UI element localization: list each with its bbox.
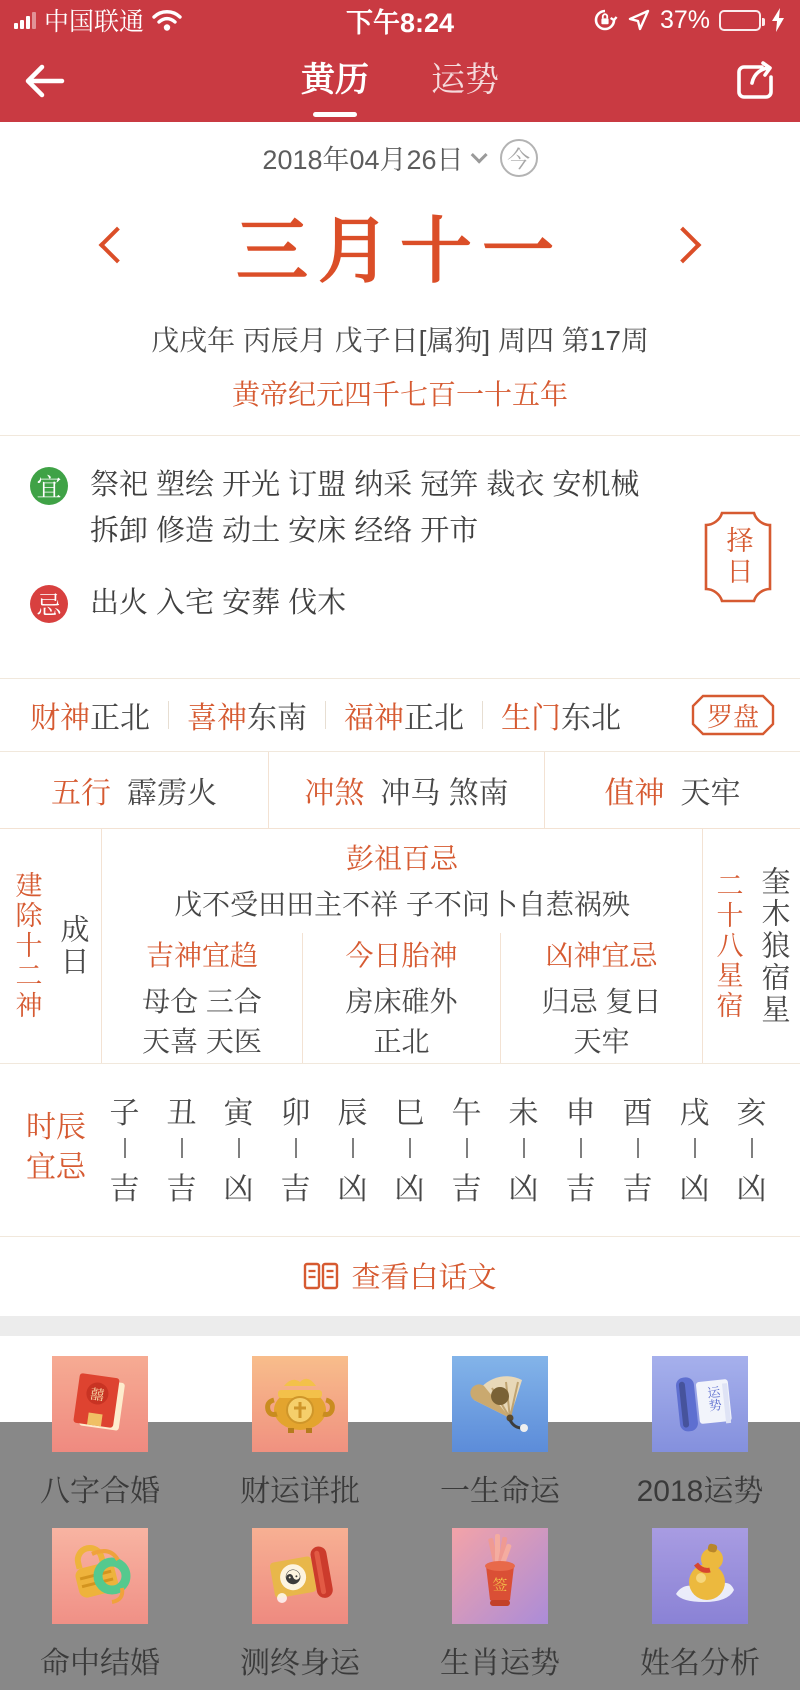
direction-caishen: 财神 正北 [30, 702, 150, 735]
app-grid [0, 1336, 800, 1690]
xingxiu-cell: 二十八星宿 奎木狼宿星 [702, 829, 800, 1063]
ji-list: 出火 入宅 安葬 伐木 [90, 587, 347, 619]
app-tile-xingming-fenxi[interactable] [600, 1528, 800, 1690]
svg-text:☯: ☯ [282, 1565, 305, 1591]
zodiac-fortune-sticks-icon [452, 1528, 548, 1624]
direction-fushen: 福神 正北 [344, 702, 464, 735]
hour-column-si: 巳 凶 [394, 1097, 425, 1206]
hour-column-chou: 丑 吉 [166, 1097, 197, 1206]
direction-shengmen: 生门 东北 [501, 702, 621, 735]
app-tile-mingzhong-jiehun[interactable] [0, 1528, 200, 1690]
xiongshen-cell: 凶神宜忌 归忌 复日 天牢 [500, 933, 702, 1063]
app-label: 生肖运势 [440, 1647, 560, 1680]
zeri-button[interactable]: 择日 [700, 509, 776, 605]
direction-xishen: 喜神 东南 [187, 702, 307, 735]
today-badge[interactable]: 今 [500, 139, 538, 177]
taishen-cell: 今日胎神 房床碓外 正北 [302, 933, 500, 1063]
lifetime-taiji-scroll-icon [252, 1528, 348, 1624]
bazi-marriage-book-icon [52, 1356, 148, 1452]
app-label: 财运详批 [240, 1475, 360, 1508]
carrier-label: 中国联通 [44, 8, 145, 36]
app-label: 2018运势 [636, 1475, 764, 1508]
jianchu-cell: 建除十二神 成日 [11, 871, 89, 1021]
app-label: 命中结婚 [40, 1647, 160, 1680]
divider [168, 701, 169, 729]
hour-column-chen: 辰 凶 [337, 1097, 368, 1206]
tab-yunshi[interactable]: 运势 [431, 60, 499, 99]
hour-column-mao: 卯 吉 [280, 1097, 311, 1206]
hour-column-you: 酉 吉 [622, 1097, 653, 1206]
back-button[interactable] [22, 61, 68, 101]
yi-list: 祭祀 塑绘 开光 订盟 纳采 冠笄 裁衣 安机械 拆卸 修造 动土 安床 经络 开市 [90, 469, 640, 547]
app-tile-2018-yunshi[interactable] [600, 1356, 800, 1518]
tab-huangli[interactable]: 黄历 [301, 52, 369, 111]
name-analysis-gourd-icon [652, 1528, 748, 1624]
wifi-icon [152, 8, 182, 32]
divider [325, 701, 326, 729]
share-button[interactable] [732, 59, 778, 103]
divider [482, 701, 483, 729]
hour-column-shen: 申 吉 [565, 1097, 596, 1206]
app-tile-caiyun-xiangpi[interactable] [200, 1356, 400, 1518]
location-icon [627, 8, 651, 32]
shichen-label: 时辰 宜忌 [26, 1111, 86, 1184]
life-destiny-fan-icon [452, 1356, 548, 1452]
wealth-treasure-pot-icon [252, 1356, 348, 1452]
signal-strength-icon [14, 12, 36, 29]
baihua-button[interactable]: 查看白话文 [0, 1237, 800, 1316]
hour-column-wu: 午 吉 [451, 1097, 482, 1206]
lunar-date-title: 三月十一 [235, 212, 564, 292]
hour-column-zi: 子 吉 [109, 1097, 140, 1206]
almanac-table [0, 828, 800, 1064]
battery-percent: 37% [659, 5, 710, 34]
battery-icon [719, 10, 761, 31]
luopan-button[interactable]: 罗盘 [690, 693, 776, 737]
pengzu-cell: 彭祖百忌 戊不受田田主不祥 子不问卜自惹祸殃 [101, 829, 702, 933]
marriage-lock-jade-icon [52, 1528, 148, 1624]
nav-tabs [68, 52, 732, 111]
shichen-row [0, 1064, 800, 1237]
date-header [0, 122, 800, 436]
section-divider-band [0, 1316, 800, 1336]
rotation-lock-icon [592, 7, 618, 33]
era-line: 黄帝纪元四千七百一十五年 [0, 373, 800, 436]
status-bar [0, 0, 800, 40]
app-tile-shengxiao-yunshi[interactable] [400, 1528, 600, 1690]
charging-bolt-icon [770, 7, 786, 33]
top-header [0, 0, 800, 122]
attribute-wuxing: 五行 霹雳火 [51, 777, 217, 810]
gregorian-date-selector[interactable]: 2018年04月26日 [262, 145, 464, 175]
attribute-chongsha: 冲煞 冲马 煞南 [268, 752, 545, 828]
svg-text:签: 签 [492, 1577, 508, 1594]
app-label: 八字合婚 [40, 1475, 160, 1508]
clock-time: 下午8:24 [345, 7, 455, 38]
app-label: 测终身运 [240, 1647, 360, 1680]
app-tile-ce-zhongshen-yun[interactable] [200, 1528, 400, 1690]
directions-row [0, 679, 800, 752]
open-book-icon [303, 1262, 339, 1290]
app-label: 姓名分析 [640, 1647, 760, 1680]
jishen-cell: 吉神宜趋 母仓 三合 天喜 天医 [101, 933, 302, 1063]
svg-text:运势: 运势 [704, 1384, 723, 1413]
chevron-down-icon[interactable] [470, 146, 487, 163]
ganzhi-line: 戊戌年 丙辰月 戊子日[属狗] 周四 第17周 [151, 325, 649, 356]
ji-badge: 忌 [30, 585, 68, 623]
hour-column-wei: 未 凶 [508, 1097, 539, 1206]
hour-column-yin: 寅 凶 [223, 1097, 254, 1206]
yi-ji-section [0, 436, 800, 679]
app-tile-yisheng-mingyun[interactable] [400, 1356, 600, 1518]
2018-fortune-scroll-icon [652, 1356, 748, 1452]
svg-text:囍: 囍 [89, 1385, 106, 1404]
attribute-zhishen: 值神 天牢 [604, 777, 741, 810]
hour-column-xu: 戌 凶 [679, 1097, 710, 1206]
yi-badge: 宜 [30, 467, 68, 505]
hour-column-hai: 亥 凶 [736, 1097, 767, 1206]
next-day-button[interactable] [665, 227, 702, 264]
attributes-row [0, 752, 800, 828]
nav-bar [0, 40, 800, 122]
app-tile-bazi-hehun[interactable] [0, 1356, 200, 1518]
app-label: 一生命运 [440, 1475, 560, 1508]
